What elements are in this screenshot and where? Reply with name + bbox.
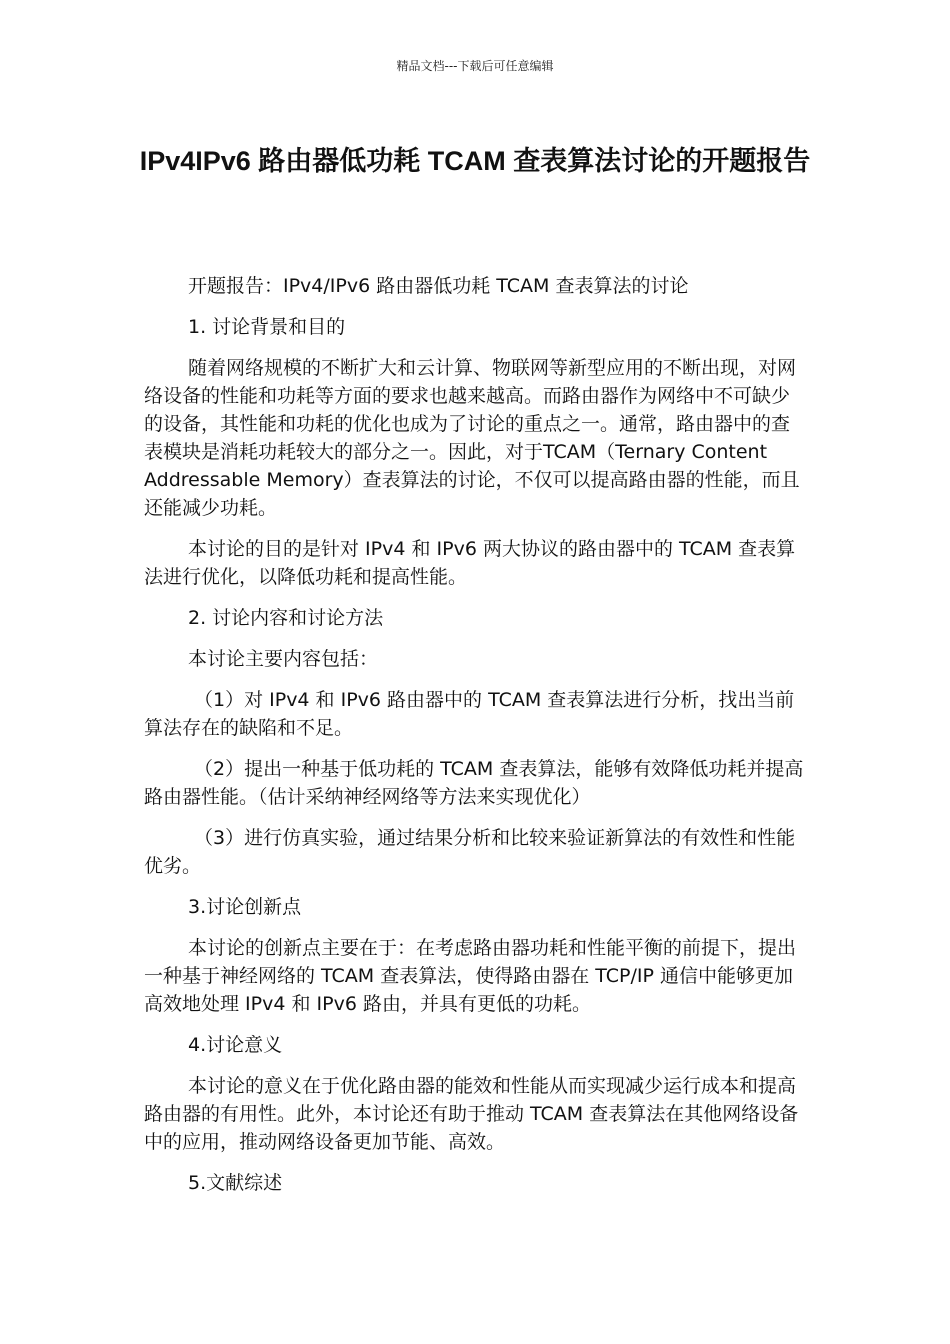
section-heading-literature: 5.文献综述 — [188, 1172, 283, 1194]
section-heading-background: 1. 讨论背景和目的 — [188, 316, 346, 338]
paragraph-innovation: 本讨论的创新点主要在于：在考虑路由器功耗和性能平衡的前提下，提出一种基于神经网络的 TCAM 查表算法，使得路由器在 TCP/IP 通信中能够更加高效地处理 IPv4 和 IPv6 路由，并具有更低的功耗。 — [144, 937, 797, 1015]
paragraph-purpose: 本讨论的目的是针对 IPv4 和 IPv6 两大协议的路由器中的 TCAM 查表算法进行优化，以降低功耗和提高性能。 — [144, 538, 796, 588]
header-note: 精品文档---下载后可任意编辑 — [396, 59, 554, 73]
paragraph-background: 随着网络规模的不断扩大和云计算、物联网等新型应用的不断出现，对网络设备的性能和功耗等方面的要求也越来越高。而路由器作为网络中不可缺少的设备，其性能和功耗的优化也成为了讨论的重点之一。通常，路由器中的查表模块是消耗功耗较大的部分之一。因此，对于TCAM（Ternary Content Addressable Memory）查表算法的讨论，不仅可以提高路由器的性能，而且还能减少功耗。 — [144, 357, 800, 519]
list-item-3: （3）进行仿真实验，通过结果分析和比较来验证新算法的有效性和性能优劣。 — [144, 827, 796, 877]
report-subtitle: 开题报告：IPv4/IPv6 路由器低功耗 TCAM 查表算法的讨论 — [188, 275, 689, 297]
document-body — [144, 272, 808, 1210]
paragraph-significance: 本讨论的意义在于优化路由器的能效和性能从而实现减少运行成本和提高路由器的有用性。此外，本讨论还有助于推动 TCAM 查表算法在其他网络设备中的应用，推动网络设备更加节能、高效。 — [144, 1075, 799, 1153]
paragraph-content-intro: 本讨论主要内容包括： — [188, 648, 379, 670]
section-heading-content-method: 2. 讨论内容和讨论方法 — [188, 607, 384, 629]
list-item-2: （2）提出一种基于低功耗的 TCAM 查表算法，能够有效降低功耗并提高路由器性能。（估计采纳神经网络等方法来实现优化） — [144, 758, 804, 808]
section-heading-innovation: 3.讨论创新点 — [188, 896, 302, 918]
section-heading-significance: 4.讨论意义 — [188, 1034, 283, 1056]
list-item-1: （1）对 IPv4 和 IPv6 路由器中的 TCAM 查表算法进行分析，找出当前算法存在的缺陷和不足。 — [144, 689, 795, 739]
document-title: IPv4IPv6 路由器低功耗 TCAM 查表算法讨论的开题报告 — [139, 146, 811, 176]
